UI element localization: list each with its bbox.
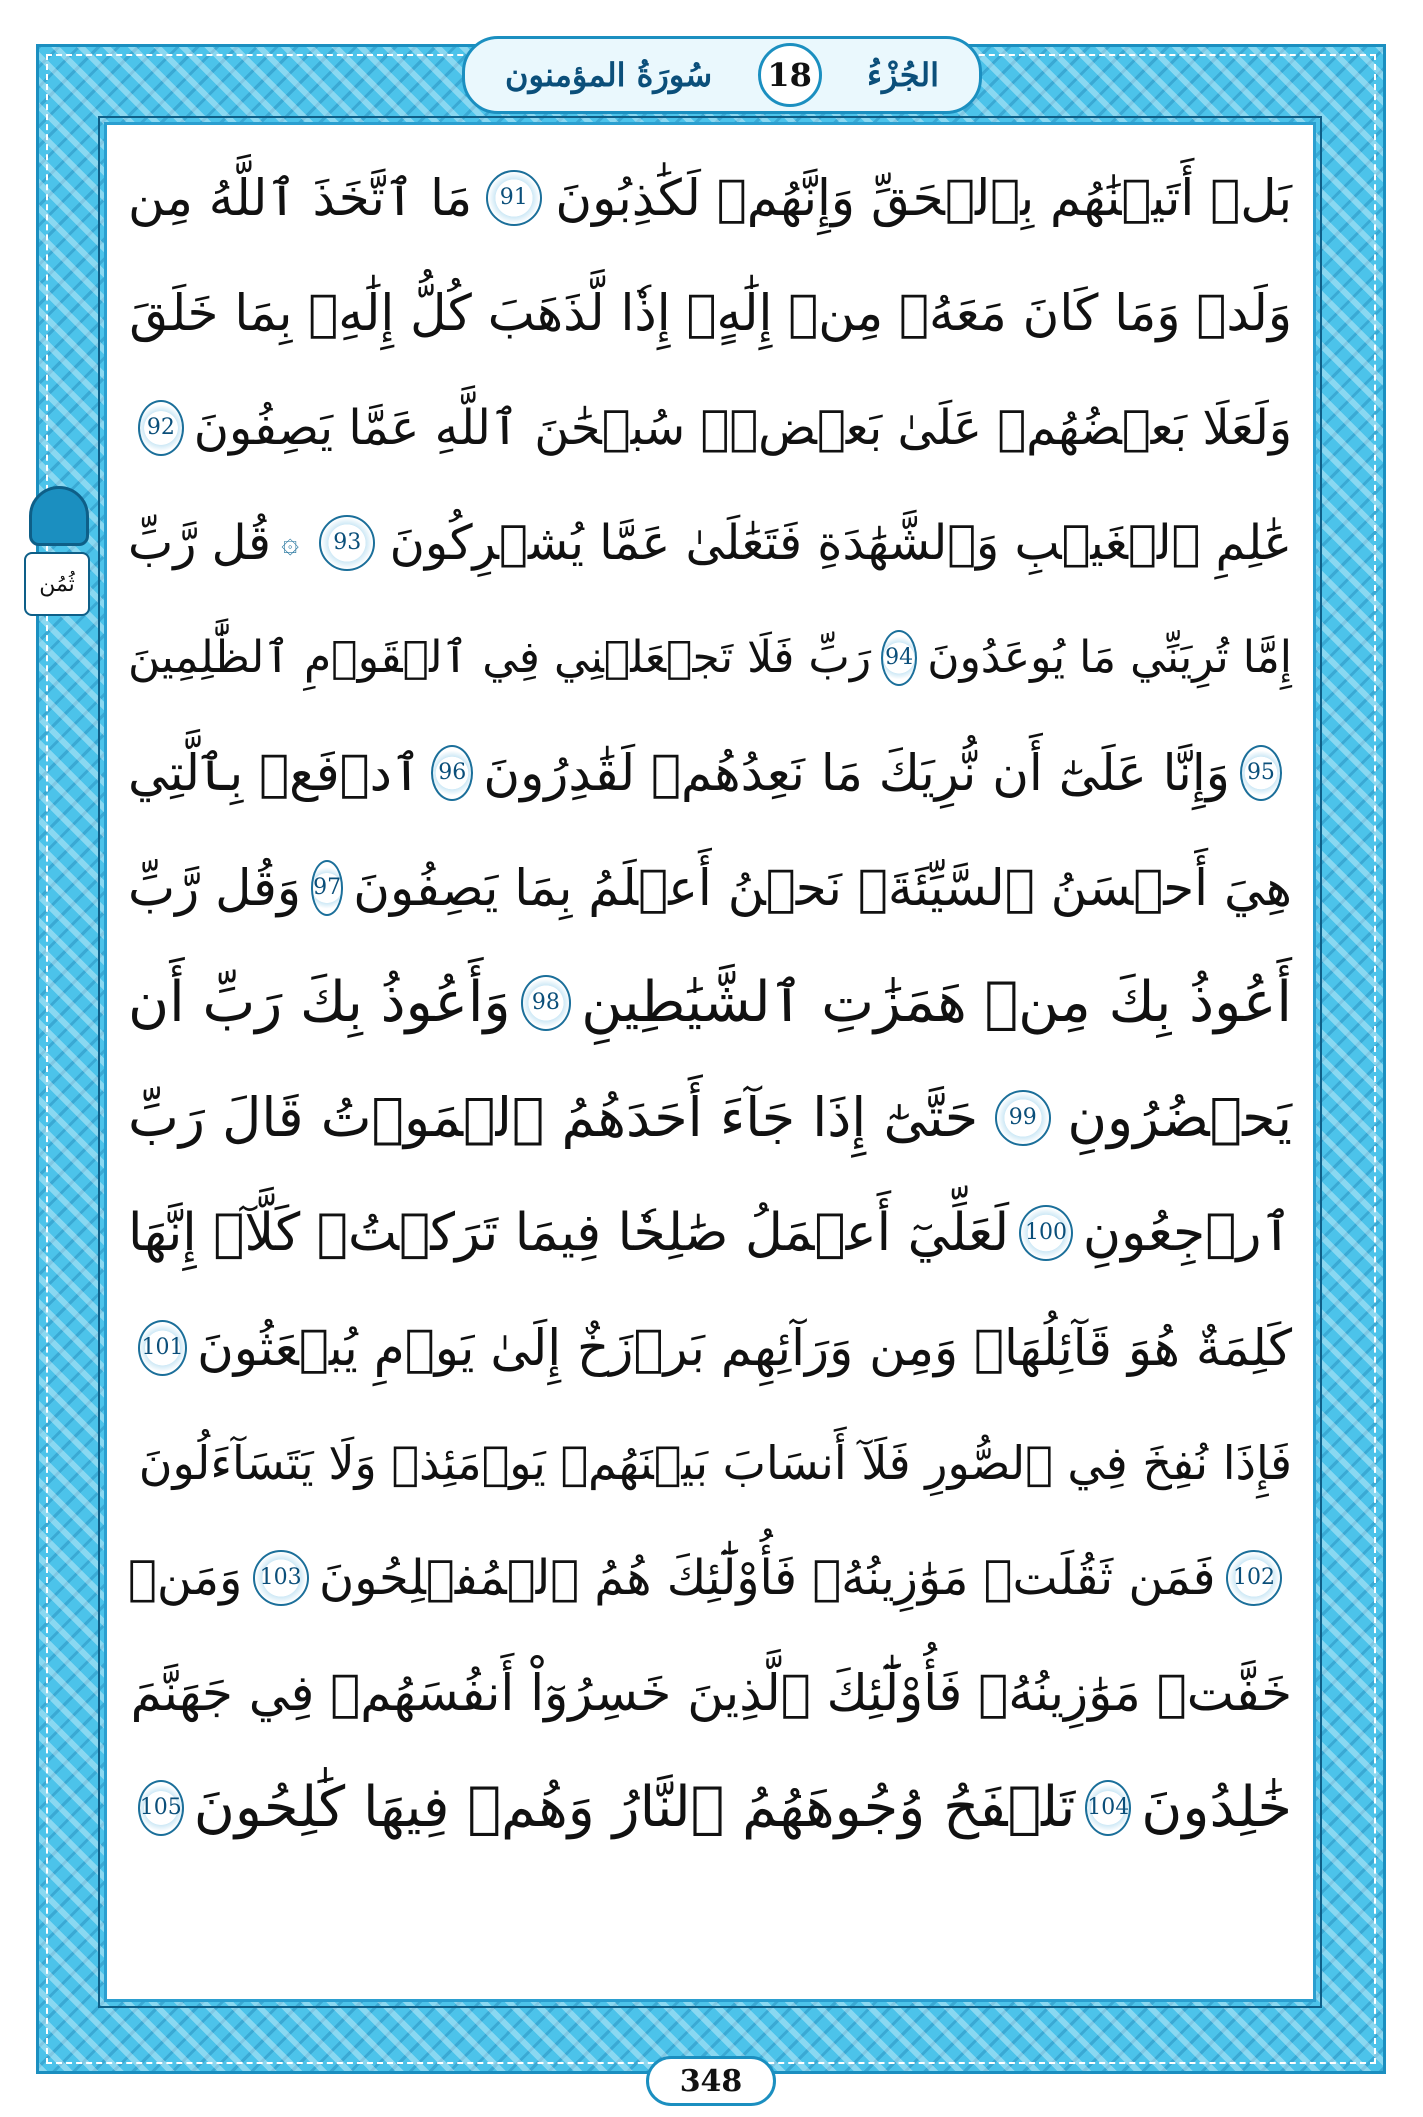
verse-text: وَلَعَلَا بَعۡضُهُمۡ عَلَىٰ بَعۡضٖۚ سُبۡحَٰنَ ٱللَّهِ عَمَّا يَصِفُونَ: [193, 399, 1292, 456]
ayah-number-marker: 95: [1240, 745, 1282, 801]
text-line: [128, 1520, 1292, 1635]
verse-text: عَٰلِمِ ٱلۡغَيۡبِ وَٱلشَّهَٰدَةِ فَتَعَٰلَىٰ عَمَّا يُشۡرِكُونَ: [389, 514, 1292, 571]
verse-text: ٱدۡفَعۡ بِٱلَّتِي: [128, 743, 422, 802]
ayah-number-marker: 102: [1226, 1550, 1282, 1606]
verse-text: أَعُوذُ بِكَ مِنۡ هَمَزَٰتِ ٱلشَّيَٰطِينِ: [581, 970, 1292, 1035]
rub-el-hizb-icon: ۞: [281, 525, 299, 560]
text-line: [128, 1635, 1292, 1750]
ayah-number-marker: 92: [138, 400, 184, 456]
surah-name: سُورَةُ المؤمنون: [505, 56, 713, 94]
text-line: [128, 1405, 1292, 1520]
verse-text: خَفَّتۡ مَوَٰزِينُهُۥ فَأُوْلَٰٓئِكَ ٱلَّذِينَ خَسِرُوٓاْ أَنفُسَهُمۡ فِي جَهَنَّمَ: [130, 1663, 1292, 1722]
ayah-number-marker: 91: [486, 170, 542, 226]
verse-text: رَبِّ فَلَا تَجۡعَلۡنِي فِي ٱلۡقَوۡمِ ٱلظَّٰلِمِينَ: [128, 632, 872, 683]
verse-text: حَتَّىٰٓ إِذَا جَآءَ أَحَدَهُمُ ٱلۡمَوۡتُ قَالَ رَبِّ: [128, 1086, 979, 1149]
ayah-number-marker: 97: [311, 860, 343, 916]
ayah-number-marker: 100: [1019, 1205, 1073, 1261]
text-line: [128, 485, 1292, 600]
ayah-number-marker: 93: [319, 515, 375, 571]
verse-text: بَلۡ أَتَيۡنَٰهُم بِٱلۡحَقِّ وَإِنَّهُمۡ لَكَٰذِبُونَ: [555, 168, 1292, 227]
ayah-number-marker: 103: [253, 1550, 309, 1606]
page-number: 348: [646, 2056, 776, 2106]
verse-text: وَقُل رَّبِّ: [128, 858, 302, 917]
ayah-number-marker: 101: [138, 1320, 187, 1376]
quran-text-body: [128, 140, 1292, 1980]
verse-text: وَلَدٖ وَمَا كَانَ مَعَهُۥ مِنۡ إِلَٰهٍۚ إِذٗا لَّذَهَبَ كُلُّ إِلَٰهِۭ بِمَا خَلَقَ: [129, 283, 1292, 342]
verse-text: كَلِمَةٌ هُوَ قَآئِلُهَاۖ وَمِن وَرَآئِهِم بَرۡزَخٌ إِلَىٰ يَوۡمِ يُبۡعَثُونَ: [197, 1318, 1292, 1377]
verse-text: مَا ٱتَّخَذَ ٱللَّهُ مِن: [128, 168, 473, 227]
verse-text: إِمَّا تُرِيَنِّي مَا يُوعَدُونَ: [927, 632, 1292, 683]
text-line: [128, 1175, 1292, 1290]
juz-number-badge: 18: [758, 43, 822, 107]
verse-text: خَٰلِدُونَ: [1141, 1775, 1292, 1840]
hizb-ornament-icon: [29, 486, 89, 546]
verse-text: فَإِذَا نُفِخَ فِي ٱلصُّورِ فَلَآ أَنسَابَ بَيۡنَهُمۡ يَوۡمَئِذٖ وَلَا يَتَسَآءَلُونَ: [138, 1435, 1292, 1490]
text-line: [128, 1060, 1292, 1175]
verse-text: قُل رَّبِّ: [128, 514, 271, 571]
text-line: [128, 600, 1292, 715]
hizb-quarter-marker: [24, 486, 94, 626]
ayah-number-marker: 104: [1085, 1780, 1131, 1836]
text-line: [128, 370, 1292, 485]
ayah-number-marker: 96: [431, 745, 473, 801]
verse-text: وَأَعُوذُ بِكَ رَبِّ أَن: [128, 970, 511, 1035]
verse-text: تَلۡفَحُ وُجُوهَهُمُ ٱلنَّارُ وَهُمۡ فِيهَا كَٰلِحُونَ: [193, 1775, 1076, 1840]
verse-text: فَمَن ثَقُلَتۡ مَوَٰزِينُهُۥ فَأُوْلَٰٓئِكَ هُمُ ٱلۡمُفۡلِحُونَ: [319, 1549, 1216, 1606]
ayah-number-marker: 94: [881, 630, 917, 686]
verse-text: ٱرۡجِعُونِ: [1082, 1202, 1292, 1263]
verse-text: يَحۡضُرُونِ: [1067, 1086, 1292, 1149]
verse-text: وَمَنۡ: [128, 1549, 243, 1606]
hizb-marker-label: ثُمُن: [24, 552, 90, 616]
text-line: [128, 945, 1292, 1060]
text-line: [128, 1290, 1292, 1405]
ayah-number-marker: 99: [995, 1090, 1051, 1146]
verse-text: هِيَ أَحۡسَنُ ٱلسَّيِّئَةَۚ نَحۡنُ أَعۡلَمُ بِمَا يَصِفُونَ: [353, 858, 1292, 917]
text-line: [128, 255, 1292, 370]
verse-text: لَعَلِّيٓ أَعۡمَلُ صَٰلِحٗا فِيمَا تَرَكۡتُۚ كَلَّآۚ إِنَّهَا: [128, 1202, 1010, 1263]
ayah-number-marker: 105: [138, 1780, 184, 1836]
text-line: [128, 1750, 1292, 1865]
juz-label: الجُزْءُ: [866, 56, 939, 94]
text-line: [128, 830, 1292, 945]
text-line: [128, 140, 1292, 255]
page-header: [462, 36, 982, 114]
text-line: [128, 715, 1292, 830]
ayah-number-marker: 98: [521, 975, 572, 1031]
verse-text: وَإِنَّا عَلَىٰٓ أَن نُّرِيَكَ مَا نَعِدُهُمۡ لَقَٰدِرُونَ: [483, 743, 1230, 802]
